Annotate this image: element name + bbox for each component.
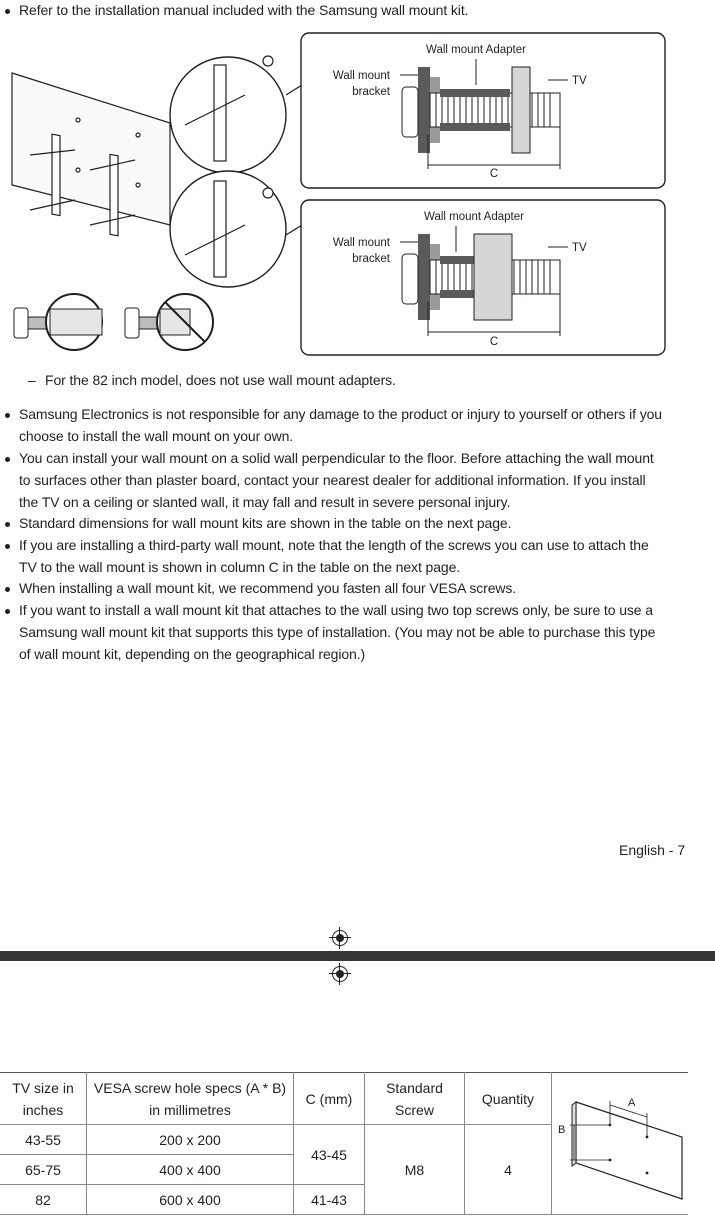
dimension-a-label: A — [628, 1097, 636, 1109]
bottom-bracket-label-1: Wall mount — [332, 237, 390, 249]
correct-screw-icon — [14, 294, 102, 350]
top-adapter-label: Wall mount Adapter — [426, 44, 526, 56]
top-c-label: C — [489, 168, 499, 180]
bullet-3-line-1: Standard dimensions for wall mount kits are shown in the table on the next page. — [19, 515, 512, 531]
bullet-2-line-1: You can install your wall mount on a solid wall perpendicular to the floor. Before attaching the wall mount — [19, 450, 654, 466]
page-number: English - 7 — [619, 842, 686, 858]
bullet-dot — [5, 544, 10, 549]
bottom-bracket-label-2: bracket — [352, 253, 390, 265]
c-value-1: 43-45 — [294, 1125, 365, 1185]
bullet-dot — [5, 9, 10, 14]
bullet-2-line-2: to surfaces other than plaster board, contact your nearest dealer for additional information. If you install — [19, 472, 646, 488]
quantity-value: 4 — [465, 1125, 552, 1215]
bullet-4-line-2: TV to the wall mount is shown in column C in the table on the next page. — [19, 559, 461, 575]
header-vesa: VESA screw hole specs (A * B) in millimetres — [87, 1073, 294, 1125]
intro-bullet-text: Refer to the installation manual included with the Samsung wall mount kit. — [19, 2, 469, 18]
page-divider-bar — [0, 951, 715, 961]
bullet-6-line-3: of wall mount kit, depending on the geographical region.) — [19, 646, 366, 662]
bullet-2-line-3: the TV on a ceiling or slanted wall, it may fall and result in severe personal injury. — [19, 494, 511, 510]
row-1-size: 43-55 — [0, 1125, 87, 1155]
note-text: For the 82 inch model, does not use wall mount adapters. — [45, 372, 396, 388]
bullet-dot — [5, 587, 10, 592]
header-screw: Standard Screw — [365, 1073, 465, 1125]
bullet-dot — [5, 522, 10, 527]
row-3-size: 82 — [0, 1185, 87, 1215]
bullet-1-line-2: choose to install the wall mount on your own. — [19, 428, 294, 444]
header-quantity: Quantity — [465, 1073, 552, 1125]
bullet-6-line-1: If you want to install a wall mount kit that attaches to the wall using two top screws only, be sure to use a — [19, 602, 653, 618]
vesa-figure — [552, 1077, 688, 1207]
bullet-4-line-1: If you are installing a third-party wall mount, note that the length of the screws you can use to attach the — [19, 537, 649, 553]
bullet-1-line-1: Samsung Electronics is not responsible for any damage to the product or injury to yourself or others if you — [19, 406, 662, 422]
top-bracket-label-2: bracket — [352, 86, 390, 98]
bullet-dot — [5, 609, 10, 614]
wall-mount-spec-table — [0, 1072, 688, 1215]
vesa-figure-cell — [552, 1073, 689, 1215]
wall-mount-diagram — [0, 25, 715, 365]
incorrect-screw-icon — [125, 294, 213, 350]
header-tv-size: TV size in inches — [0, 1073, 87, 1125]
bullet-dot — [5, 457, 10, 462]
note-dash: – — [28, 372, 36, 388]
row-2-vesa: 400 x 400 — [87, 1155, 294, 1185]
bullet-dot — [5, 413, 10, 418]
screw-value: M8 — [365, 1125, 465, 1215]
registration-mark-icon — [332, 966, 348, 982]
dimension-b-label: B — [558, 1124, 566, 1136]
c-value-2: 41-43 — [294, 1185, 365, 1215]
row-2-size: 65-75 — [0, 1155, 87, 1185]
bottom-c-label: C — [489, 336, 499, 348]
bottom-adapter-label: Wall mount Adapter — [424, 211, 524, 223]
registration-mark-icon — [332, 930, 348, 946]
row-3-vesa: 600 x 400 — [87, 1185, 294, 1215]
bullet-5-line-1: When installing a wall mount kit, we recommend you fasten all four VESA screws. — [19, 580, 517, 596]
row-1-vesa: 200 x 200 — [87, 1125, 294, 1155]
bottom-tv-label: TV — [572, 242, 587, 254]
bullet-6-line-2: Samsung wall mount kit that supports this type of installation. (You may not be able to purchase this type — [19, 624, 656, 640]
header-c: C (mm) — [294, 1073, 365, 1125]
top-bracket-label-1: Wall mount — [332, 70, 390, 82]
top-tv-label: TV — [572, 75, 587, 87]
